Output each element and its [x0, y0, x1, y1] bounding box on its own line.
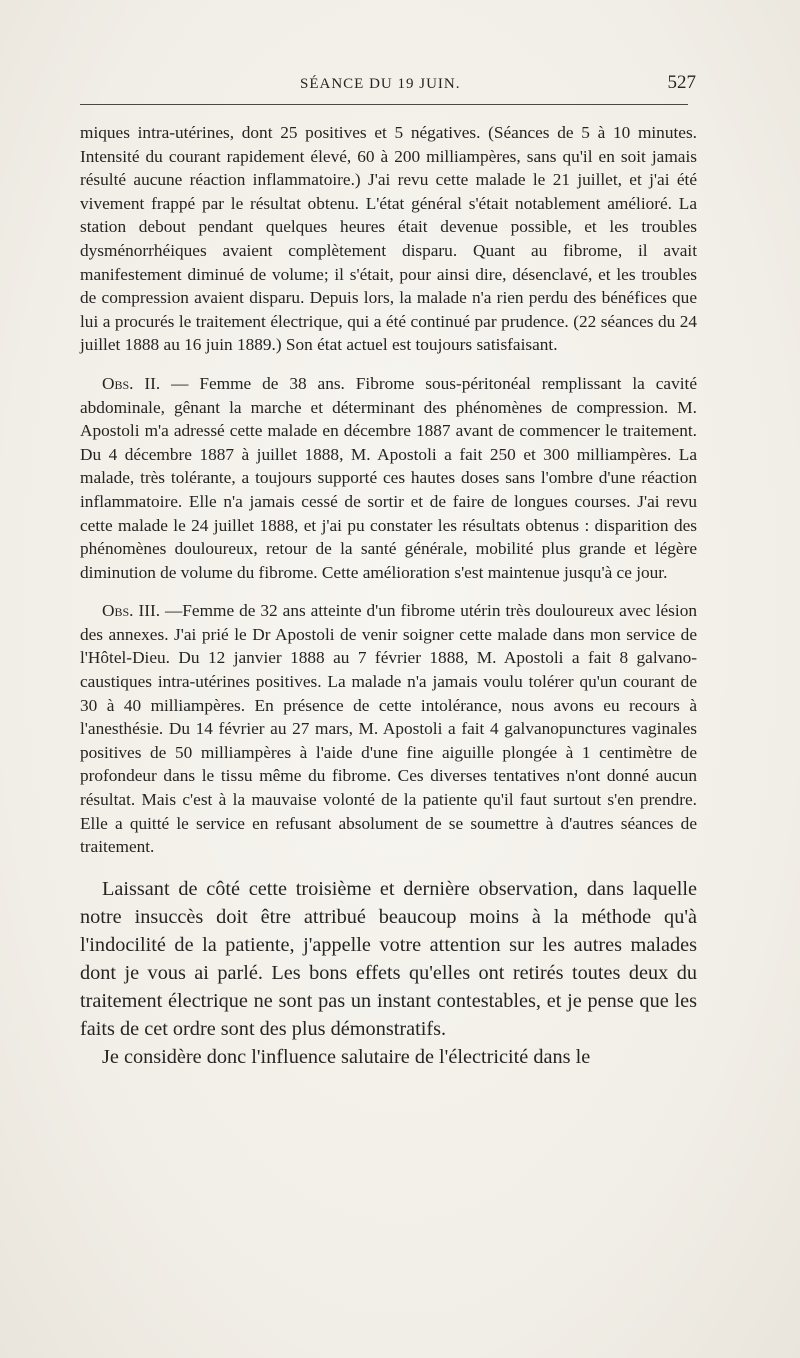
- page-number: 527: [667, 72, 696, 93]
- paragraph-obs2: [80, 372, 697, 584]
- paragraph-obs1-continuation: miques intra-utérines, dont 25 positives et 5 négatives. (Séances de 5 à 10 minutes. Intensité du courant rapidement élevé, 60 à 200 milliampères, sans qu'il en soit jamais résulté aucune réaction inflammatoire.) J'ai revu cette malade le 21 juillet, et j'ai été vivement frappé par le résultat obtenu. L'état général s'était notablement amélioré. La station debout pendant quelques heures était devenue possible, et les troubles dysménorrhéiques avaient complètement disparu. Quant au fibrome, il avait manifestement diminué de volume; il s'était, pour ainsi dire, désenclavé, et les troubles de compression avaient disparu. Depuis lors, la malade n'a rien perdu des bénéfices que lui a procurés le traitement électrique, qui a été continué par prudence. (22 séances du 24 juillet 1888 au 16 juin 1889.) Son état actuel est toujours satisfaisant.: [80, 123, 697, 355]
- obs2-label: Obs. II.: [102, 373, 161, 393]
- obs2-text: — Femme de 38 ans. Fibrome sous-péritonéal remplissant la cavité abdominale, gênant la marche et déterminant des phénomènes de compression. M. Apostoli m'a adressé cette malade en décembre 1887 avant de commencer le traitement. Du 4 décembre 1887 à juillet 1888, M. Apostoli a fait 250 et 300 milliampères. La malade, très tolérante, a toujours supporté ces hautes doses sans l'ombre d'une réaction inflammatoire. Elle n'a jamais cessé de sortir et de faire de longues courses. J'ai revu cette malade le 24 juillet 1888, et j'ai pu constater les résultats obtenus : disparition des phénomènes douloureux, retour de la santé générale, mobilité plus grande et légère diminution de volume du fibrome. Cette amélioration s'est maintenue jusqu'à ce jour.: [80, 373, 697, 582]
- header-title: SÉANCE DU 19 JUIN.: [300, 76, 461, 92]
- paragraph-conclusion-start: Je considère donc l'influence salutaire de l'électricité dans le: [102, 1045, 591, 1068]
- obs3-text: —Femme de 32 ans atteinte d'un fibrome utérin très douloureux avec lésion des annexes. J'ai prié le Dr Apostoli de venir soigner cette malade dans mon service de l'Hôtel-Dieu. Du 12 janvier 1888 au 7 février 1888, M. Apostoli a fait 8 galvano-caustiques intra-utérines positives. La malade n'a jamais voulu tolérer qu'un courant de 30 à 40 milliampères. En présence de cette intolérance, nous avons eu recours à l'anesthésie. Du 14 février au 27 mars, M. Apostoli a fait 4 galvanopunctures vaginales positives de 50 milliampères à l'aide d'une fine aiguille plongée à 1 centimètre de profondeur dans le tissu même du fibrome. Ces diverses tentatives n'ont donné aucun résultat. Mais c'est à la mauvaise volonté de la patiente qu'il faut surtout s'en prendre. Elle a quitté le service en refusant absolument de se soumettre à d'autres séances de traitement.: [80, 601, 697, 857]
- obs3-label: Obs. III.: [102, 601, 161, 621]
- header-rule: [80, 104, 688, 105]
- paragraph-obs3: [80, 599, 697, 859]
- running-header: [80, 72, 700, 102]
- paragraph-discussion: Laissant de côté cette troisième et dernière observation, dans laquelle notre insuccès doit être attribué beaucoup moins à la méthode qu'à l'indocilité de la patiente, j'appelle votre attention sur les autres malades dont je vous ai parlé. Les bons effets qu'elles ont retirés toutes deux du traitement électrique ne sont pas un instant contestables, et je pense que les faits de cet ordre sont des plus démonstratifs.: [80, 877, 697, 1040]
- body-text: [80, 121, 697, 1071]
